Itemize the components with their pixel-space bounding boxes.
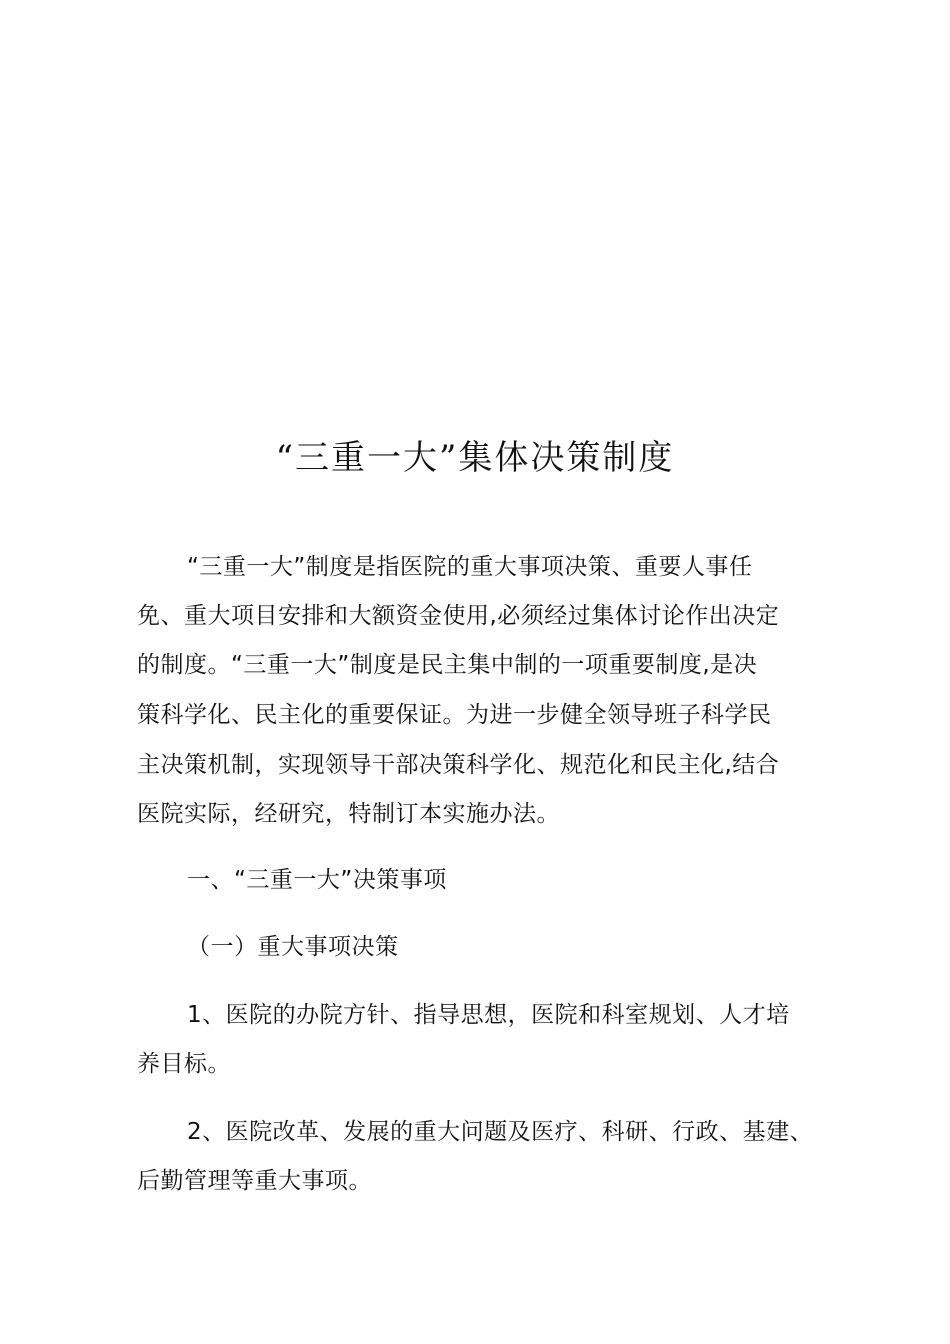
item-1-line-2: 养目标。	[137, 1051, 231, 1077]
document-title: “三重一大”集体决策制度	[275, 438, 675, 478]
intro-line-5: 主决策机制，实现领导干部决策科学化、规范化和民主化,结合	[137, 752, 780, 778]
item-2-line-1: 2、医院改革、发展的重大问题及医疗、科研、行政、基建、	[187, 1119, 814, 1145]
section-1-heading: 一、“三重一大”决策事项	[187, 867, 447, 893]
intro-line-3: 的制度。“三重一大”制度是民主集中制的一项重要制度,是决	[137, 652, 758, 678]
intro-line-6: 医院实际，经研究，特制订本实施办法。	[137, 801, 560, 827]
item-2-line-2: 后勤管理等重大事项。	[137, 1168, 372, 1194]
subsection-1-heading: （一）重大事项决策	[187, 934, 399, 960]
intro-line-1: “三重一大”制度是指医院的重大事项决策、重要人事任	[187, 554, 753, 580]
intro-line-2: 免、重大项目安排和大额资金使用,必须经过集体讨论作出决定	[137, 603, 780, 629]
intro-line-4: 策科学化、民主化的重要保证。为进一步健全领导班子科学民	[137, 702, 772, 728]
item-1-line-1: 1、医院的办院方针、指导思想，医院和科室规划、人才培	[187, 1002, 790, 1028]
